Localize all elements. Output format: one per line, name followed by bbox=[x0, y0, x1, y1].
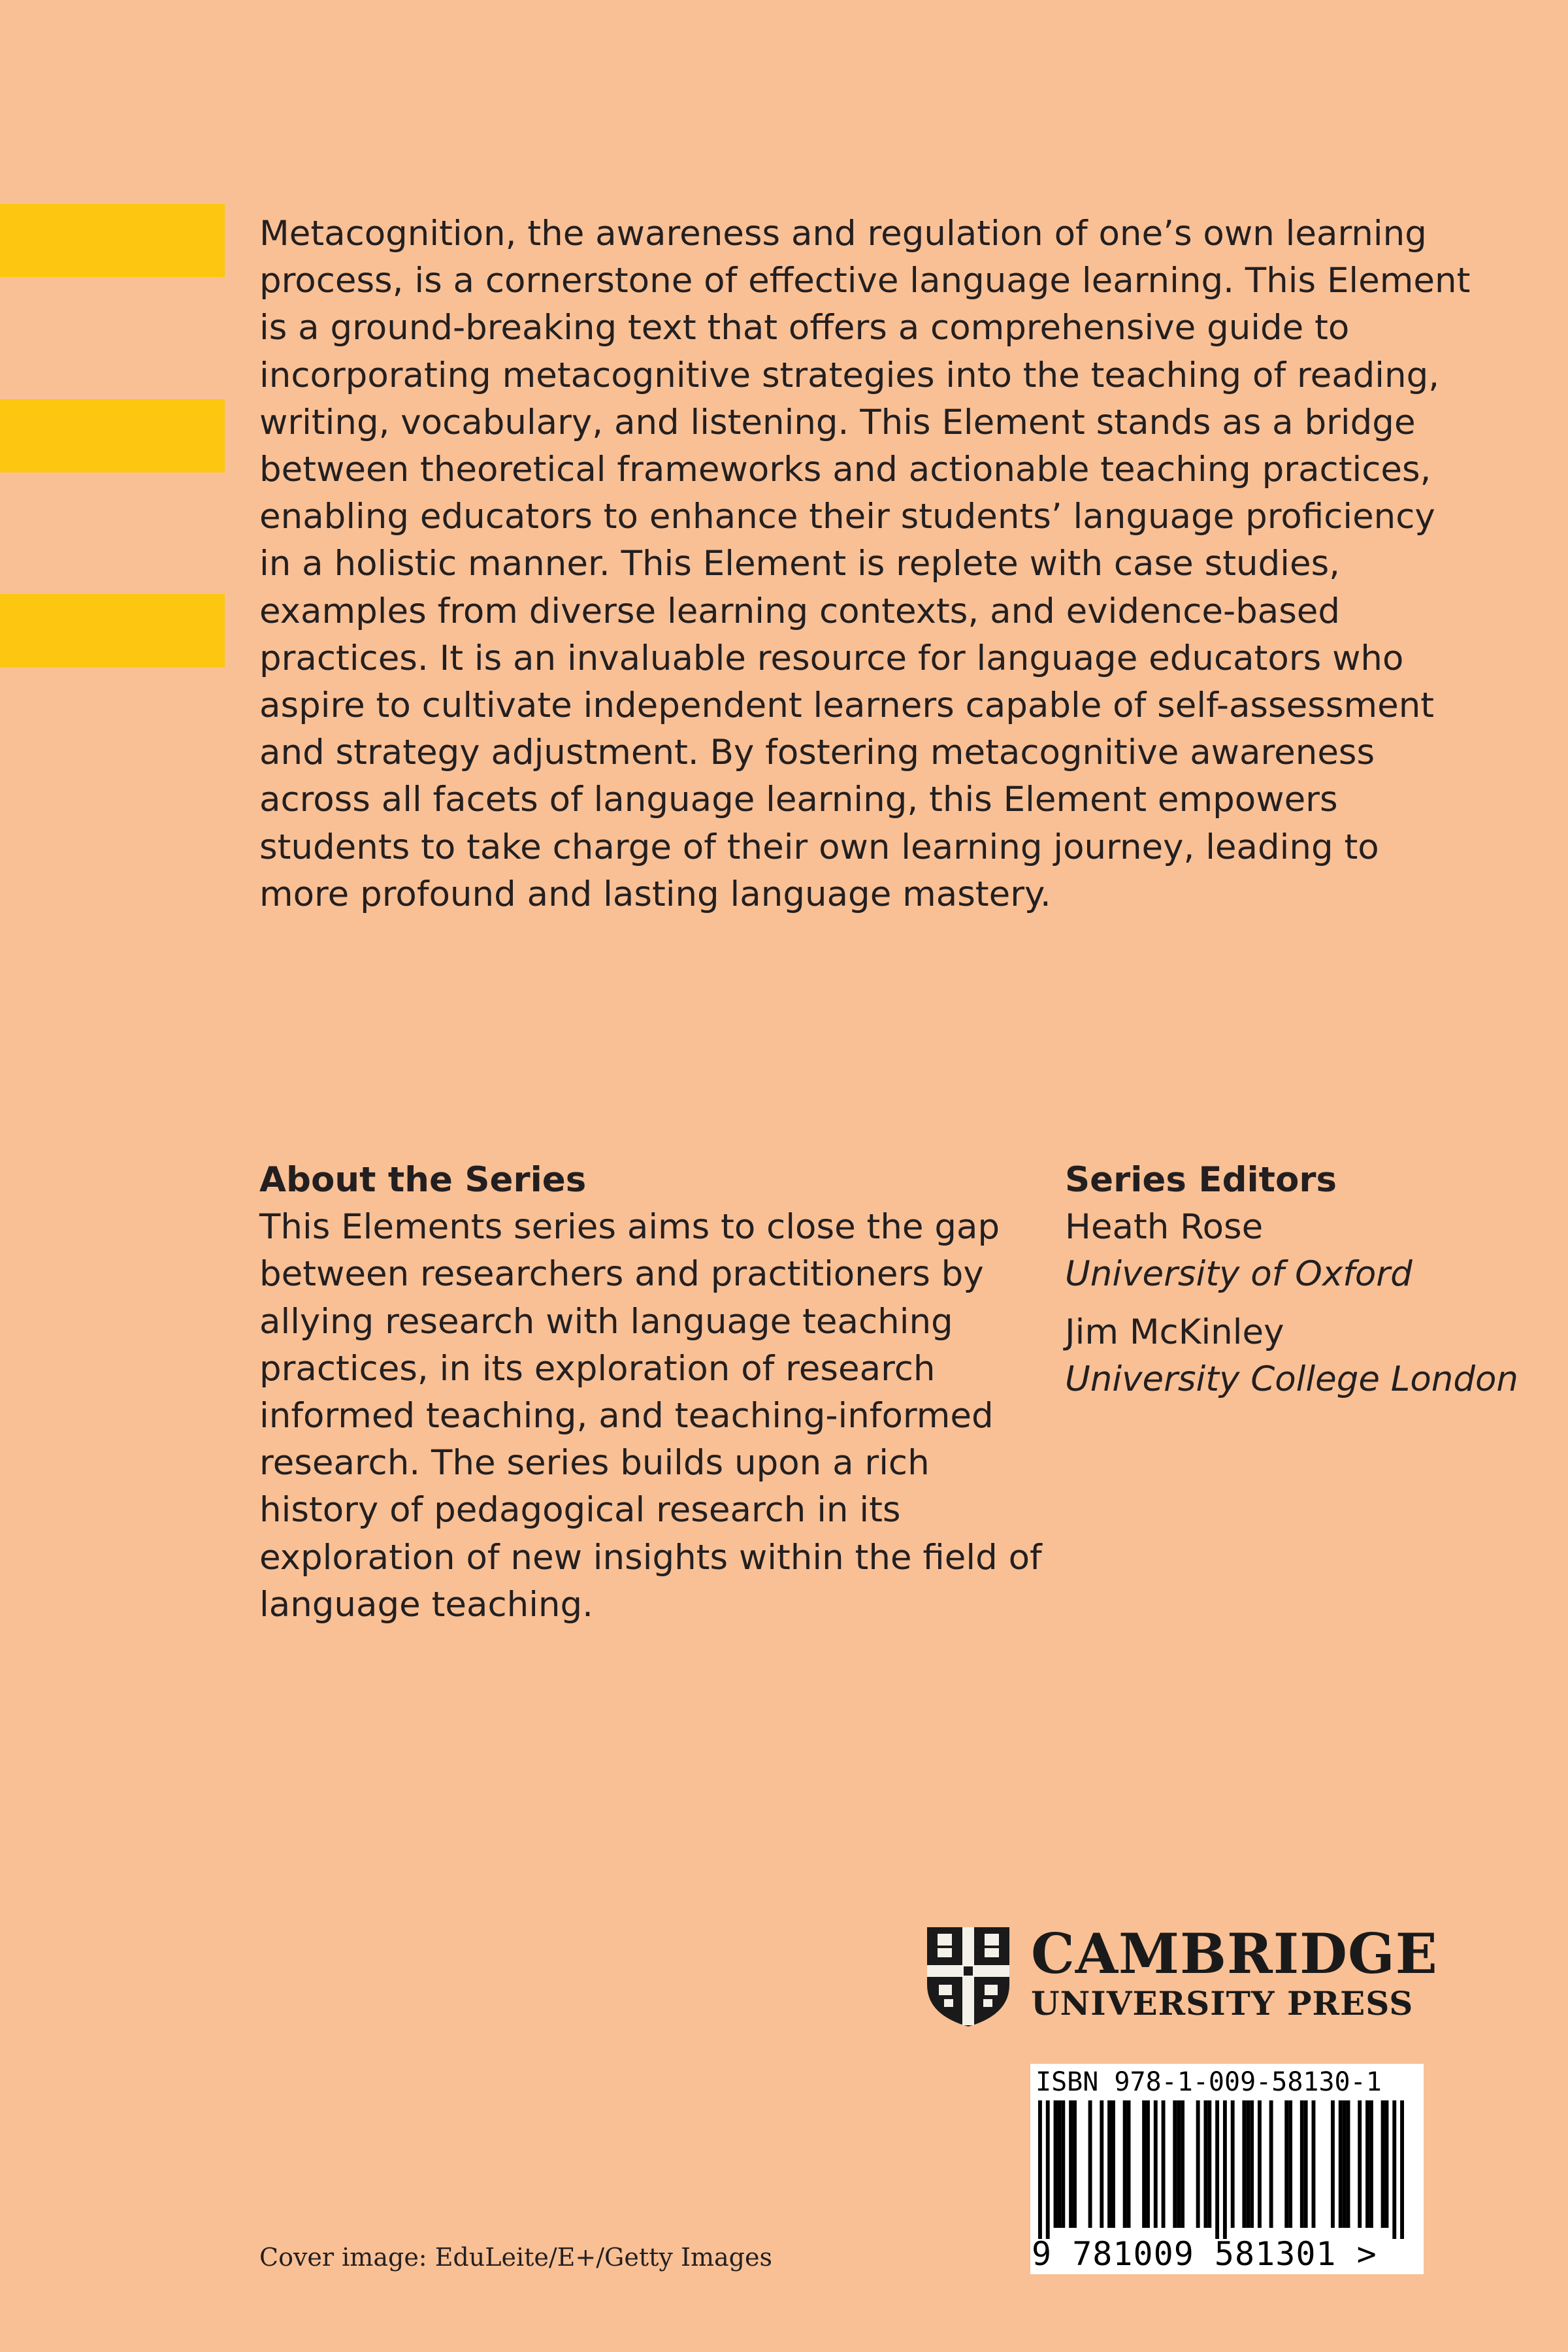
barcode-bar bbox=[1203, 2100, 1207, 2228]
editor-affiliation: University of Oxford bbox=[1065, 1254, 1413, 1295]
barcode-bar bbox=[1127, 2100, 1131, 2228]
barcode-bar bbox=[1331, 2100, 1335, 2228]
publisher-logo bbox=[924, 1921, 1438, 2029]
barcode-bar bbox=[1154, 2100, 1158, 2228]
barcode-bar bbox=[1269, 2100, 1273, 2228]
publisher-name: CAMBRIDGE bbox=[1031, 1921, 1438, 1986]
barcode-bar bbox=[1231, 2100, 1235, 2228]
barcode-bar bbox=[1246, 2100, 1250, 2228]
barcode-bar bbox=[1057, 2100, 1061, 2228]
barcode-bar bbox=[1215, 2100, 1219, 2239]
barcode-bar bbox=[1046, 2100, 1050, 2239]
barcode-bar bbox=[1365, 2100, 1369, 2228]
barcode-bar bbox=[1088, 2100, 1092, 2228]
barcode-bar bbox=[1038, 2100, 1042, 2239]
accent-bar-2 bbox=[0, 399, 225, 472]
series-editor bbox=[1065, 1204, 1522, 1298]
barcode-bar bbox=[1100, 2100, 1103, 2228]
barcode-bar bbox=[1343, 2100, 1347, 2228]
barcode-bar bbox=[1162, 2100, 1166, 2228]
barcode-bar bbox=[1177, 2100, 1181, 2228]
cover-image-credit: Cover image: EduLeite/E+/Getty Images bbox=[259, 2243, 772, 2272]
barcode-bar bbox=[1069, 2100, 1073, 2228]
editor-name: Jim McKinley bbox=[1065, 1312, 1284, 1352]
barcode-bar bbox=[1339, 2100, 1343, 2228]
barcode-bar bbox=[1392, 2100, 1396, 2239]
barcode-bar bbox=[1250, 2100, 1254, 2228]
barcode-bar bbox=[1304, 2100, 1308, 2228]
barcode-bar bbox=[1146, 2100, 1150, 2228]
barcode-bar bbox=[1358, 2100, 1362, 2228]
barcode-bar bbox=[1107, 2100, 1111, 2228]
accent-bar-1 bbox=[0, 204, 225, 277]
barcode-bar bbox=[1142, 2100, 1146, 2228]
barcode-bar bbox=[1400, 2100, 1404, 2239]
barcode-bar bbox=[1312, 2100, 1316, 2228]
about-series-section bbox=[259, 1157, 1043, 1629]
book-description: Metacognition, the awareness and regulation of one’s own learning process, is a cornerstone of effective language learning. This Element is a ground-breaking text that offers a comprehensive guide to incorporating metacognitive strategies into the teaching of reading, writing, vocabulary, and listening. This Element stands as a bridge between theoretical frameworks and actionable teaching practices, enabling educators to enhance their students’ language proficiency in a holistic manner. This Element is replete with case studies, examples from diverse learning contexts, and evidence-based practices. It is an invaluable resource for language educators who aspire to cultivate independent learners capable of self-assessment and strategy adjustment. By fostering metacognitive awareness across all facets of language learning, this Element empowers students to take charge of their own learning journey, leading to more profound and lasting language mastery. bbox=[259, 214, 1471, 914]
about-series-text: This Elements series aims to close the gap between researchers and practitioners by allying research with language teaching practices, in its exploration of research informed teaching, and teaching-informed research. The series builds upon a rich history of pedagogical research in its exploration of new insights within the field of language teaching. bbox=[259, 1207, 1042, 1625]
barcode-bar bbox=[1073, 2100, 1077, 2228]
barcode-bar bbox=[1223, 2100, 1227, 2239]
isbn-label: ISBN 978-1-009-58130-1 bbox=[1036, 2067, 1382, 2097]
barcode-digits: 9 781009 581301 > bbox=[1032, 2235, 1377, 2273]
barcode-bar bbox=[1242, 2100, 1246, 2228]
barcode-bar bbox=[1207, 2100, 1211, 2228]
barcode-bar bbox=[1196, 2100, 1200, 2228]
barcode-bar bbox=[1123, 2100, 1127, 2228]
editor-affiliation: University College London bbox=[1065, 1359, 1518, 1399]
editor-name: Heath Rose bbox=[1065, 1207, 1264, 1248]
barcode-bar bbox=[1369, 2100, 1373, 2228]
barcode bbox=[1038, 2100, 1404, 2239]
publisher-wordmark bbox=[1031, 1921, 1438, 2024]
barcode-bar bbox=[1173, 2100, 1177, 2228]
barcode-bar bbox=[1181, 2100, 1184, 2228]
barcode-bar bbox=[1385, 2100, 1389, 2228]
barcode-panel bbox=[1030, 2064, 1424, 2274]
barcode-bar bbox=[1284, 2100, 1288, 2228]
barcode-bar bbox=[1300, 2100, 1304, 2228]
university-crest-icon bbox=[924, 1925, 1012, 2028]
about-series-heading: About the Series bbox=[259, 1160, 587, 1200]
barcode-bar bbox=[1381, 2100, 1385, 2228]
series-editors-heading: Series Editors bbox=[1065, 1160, 1337, 1200]
barcode-bar bbox=[1258, 2100, 1262, 2228]
barcode-bar bbox=[1347, 2100, 1350, 2228]
publisher-subtitle: UNIVERSITY PRESS bbox=[1031, 1984, 1414, 2023]
series-editors-section bbox=[1065, 1157, 1522, 1414]
barcode-bar bbox=[1054, 2100, 1058, 2228]
barcode-bar bbox=[1288, 2100, 1292, 2228]
series-editor bbox=[1065, 1309, 1522, 1403]
barcode-bar bbox=[1061, 2100, 1065, 2228]
barcode-bar bbox=[1111, 2100, 1115, 2228]
accent-bar-3 bbox=[0, 594, 225, 667]
